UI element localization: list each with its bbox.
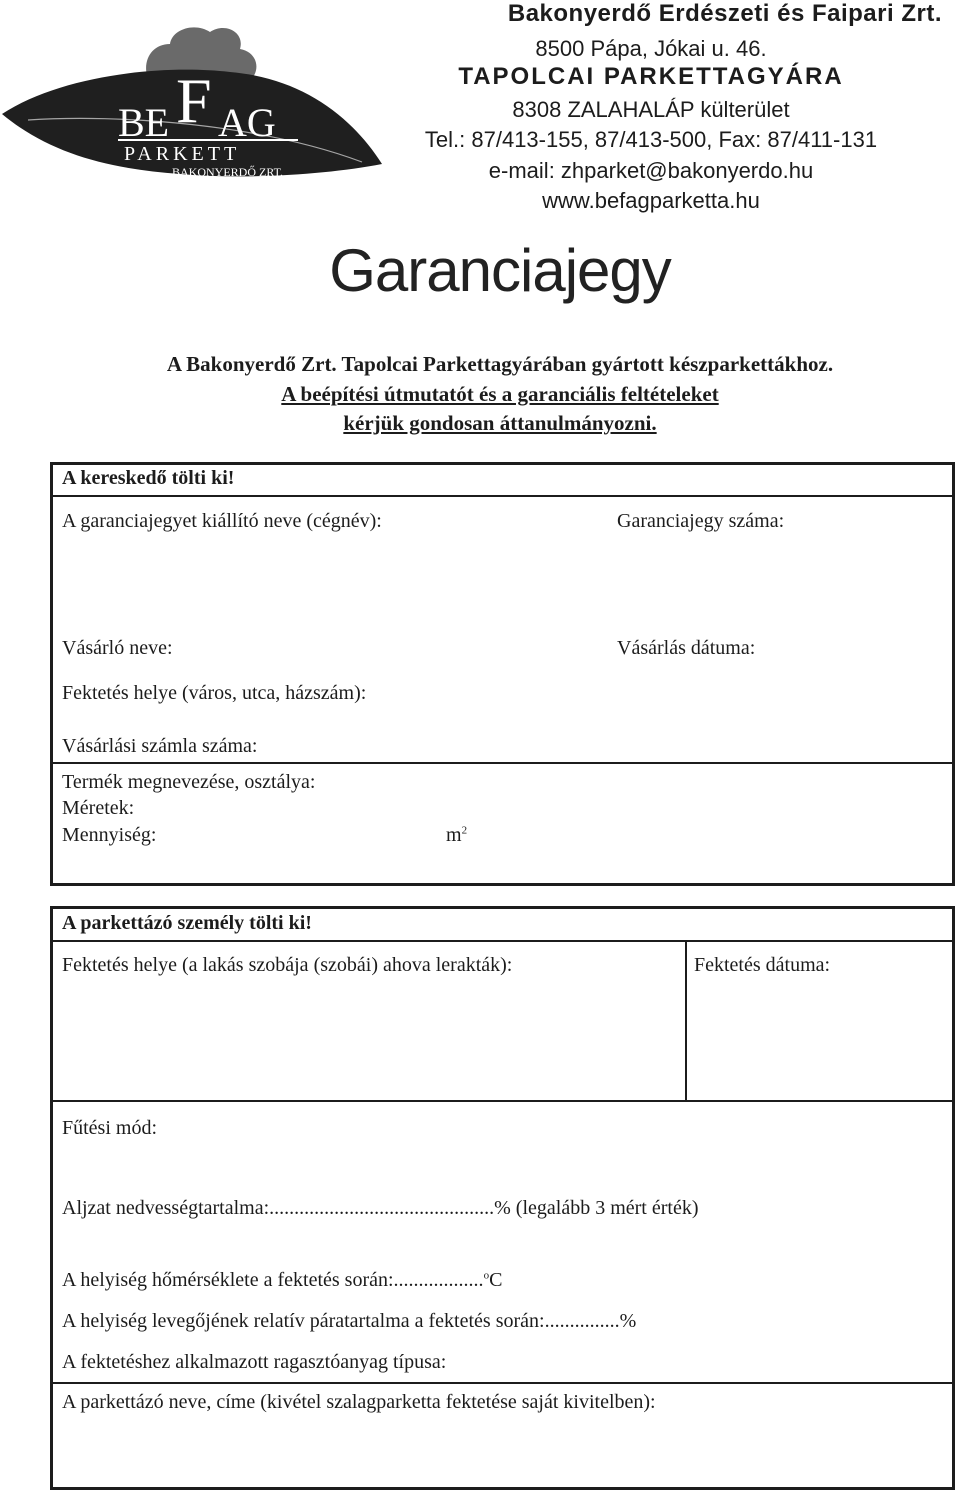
contact-phone: Tel.: 87/413-155, 87/413-500, Fax: 87/411-131 — [424, 127, 878, 152]
quantity-field-label: Mennyiség: — [62, 824, 157, 846]
installer-name-field-label: A parkettázó neve, címe (kivétel szalagparketta fektetése saját kivitelben): — [62, 1391, 656, 1413]
subtitle-line-2: A beépítési útmutatót és a garanciális feltételeket — [281, 382, 719, 406]
dimensions-field-label: Méretek: — [62, 797, 135, 819]
install-location-field-label: Fektetés helye (város, utca, házszám): — [62, 682, 367, 704]
factory-site: 8308 ZALAHALÁP külterület — [512, 97, 790, 122]
room-field-label: Fektetés helye (a lakás szobája (szobái) ahova lerakták): — [62, 954, 513, 976]
adhesive-type-field-label: A fektetéshez alkalmazott ragasztóanyag típusa: — [62, 1351, 447, 1373]
document-title: Garanciajegy — [329, 237, 671, 304]
company-address: 8500 Pápa, Jókai u. 46. — [535, 36, 767, 61]
square-meter-unit: $m^2$ — [446, 824, 468, 846]
merchant-heading-divider — [50, 495, 955, 497]
installer-info-divider — [50, 1382, 955, 1384]
room-temperature-field-label: A helyiség hőmérséklete a fektetés során:..................$^o$C — [62, 1269, 503, 1291]
logo-ag: AG — [218, 100, 276, 145]
relative-humidity-field-label: A helyiség levegőjének relatív páratartalma a fektetés során:...............% — [62, 1310, 637, 1332]
issuer-name-field-label: A garanciajegyet kiállító neve (cégnév): — [62, 510, 382, 532]
installer-heading-divider — [50, 940, 955, 942]
buyer-name-field-label: Vásárló neve: — [62, 637, 173, 659]
warranty-number-field-label: Garanciajegy száma: — [617, 510, 785, 532]
contact-website: www.befagparketta.hu — [542, 188, 760, 213]
heating-mode-field-label: Fűtési mód: — [62, 1117, 158, 1139]
subtitle-line-1: A Bakonyerdő Zrt. Tapolcai Parkettagyárában gyártott készparkettákhoz. — [166, 352, 834, 376]
logo-be: BE — [118, 100, 170, 145]
logo-f: F — [176, 65, 212, 136]
merchant-section-heading: A kereskedő tölti ki! — [62, 467, 235, 489]
heating-divider — [50, 1100, 955, 1102]
logo-owner: BAKONYERDŐ ZRT. — [172, 165, 284, 179]
logo-parkett: PARKETT — [124, 143, 241, 165]
subfloor-moisture-field-label: Aljzat nedvességtartalma:.............................................% (legalább 3 mért érték) — [62, 1197, 699, 1219]
factory-name: TAPOLCAI PARKETTAGYÁRA — [458, 63, 844, 90]
install-date-field-label: Fektetés dátuma: — [694, 954, 831, 976]
company-name: Bakonyerdő Erdészeti és Faipari Zrt. — [507, 0, 942, 27]
subtitle-line-3: kérjük gondosan áttanulmányozni. — [343, 411, 657, 435]
purchase-date-field-label: Vásárlás dátuma: — [617, 637, 756, 659]
installer-section-heading: A parkettázó személy tölti ki! — [62, 912, 312, 934]
contact-email: e-mail: zhparket@bakonyerdo.hu — [488, 158, 814, 183]
product-divider — [50, 762, 955, 764]
invoice-number-field-label: Vásárlási számla száma: — [62, 735, 258, 757]
befag-logo — [0, 14, 384, 182]
leaf-logo-graphic — [0, 14, 384, 182]
install-date-divider — [685, 940, 687, 1101]
product-name-field-label: Termék megnevezése, osztálya: — [62, 771, 316, 793]
